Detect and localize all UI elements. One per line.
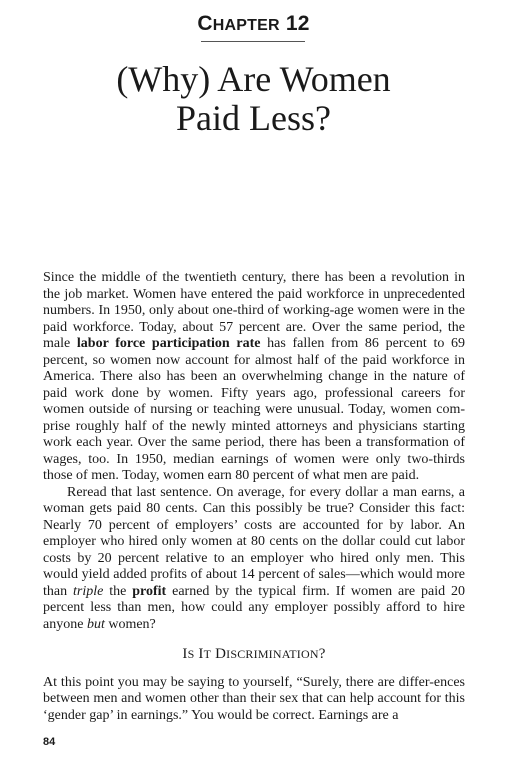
chapter-label-initial: C (197, 12, 213, 35)
section-heading (43, 646, 465, 663)
section-heading-w1-rest: S (187, 647, 195, 661)
paragraph-1-part-1: Since the middle of the twentieth century, there has been a revolution in the job market. Women have entered the paid workforce in unprecedented numbers. In 1950, only about one-third of working-age women were in the paid workforce. Today, about 57 percent are. Over the same period, the male (43, 270, 465, 351)
emphasis-triple: triple (73, 583, 104, 599)
paragraph-1-part-2: has fallen from 86 percent to 69 percent, so women now account for almost half of the paid workforce in America. There also has been an overwhelming change in the nature of paid work done by women. Fifty years ago, professional careers for women outside of nursing or teaching were unusual. Today, women com-prise roughly half of the newly minted attorneys and physicians starting work each year. Over the same period, there has been a transformation of wages, too. In 1950, median earnings of women were only two-thirds those of men. Today, women earn 80 percent of what men are paid. (43, 336, 465, 483)
paragraph-2-part-2: the (103, 583, 133, 599)
emphasis-but: but (86, 616, 105, 632)
chapter-number: 12 (285, 12, 310, 35)
chapter-title-line-1: (Why) Are Women (116, 59, 391, 99)
key-term-profit: profit (132, 583, 167, 599)
paragraph-2-part-4: women? (104, 616, 156, 632)
chapter-label-rest: HAPTER (212, 17, 280, 34)
paragraph-2 (43, 485, 465, 634)
paragraph-2-part-1: Reread that last sentence. On average, for every dollar a man earns, a woman gets paid 80 cents. Can this possibly be true? Consider this fact: Nearly 70 percent of employers’ costs are accounted for by labor. An employer who hired only women at 80 cents on the dollar could cut labor costs by 20 percent relative to an employer who hired only men. This would yield added profits of about 14 percent of sales—which would more than (43, 484, 465, 599)
page-number: 84 (43, 736, 56, 748)
section-heading-w2-cap: I (198, 646, 204, 662)
paragraph-2-part-3: earned by the typical firm. If women are paid 20 percent less than men, how could any employer possibly afford to hire anyone (43, 583, 465, 632)
section-heading-w3-rest: ISCRIMINATION (226, 647, 319, 661)
paragraph-1 (43, 270, 465, 485)
chapter-title-line-2: Paid Less? (176, 98, 331, 138)
body-text (43, 270, 465, 724)
paragraph-3: At this point you may be saying to yourself, “Surely, there are differ-ences between men and women other than their sex that can help account for this ‘gender gap’ in earnings.” You would be correct. Earnings are a (43, 674, 465, 723)
section-heading-question-mark: ? (318, 646, 326, 662)
chapter-rule (201, 41, 305, 42)
section-heading-w2-rest: T (203, 647, 212, 661)
chapter-label (0, 12, 507, 36)
chapter-title (0, 60, 507, 138)
section-heading-w3-cap: D (215, 646, 227, 662)
key-term-labor-force-participation-rate: labor force participation rate (76, 336, 261, 351)
section-heading-w1-cap: I (182, 646, 188, 662)
